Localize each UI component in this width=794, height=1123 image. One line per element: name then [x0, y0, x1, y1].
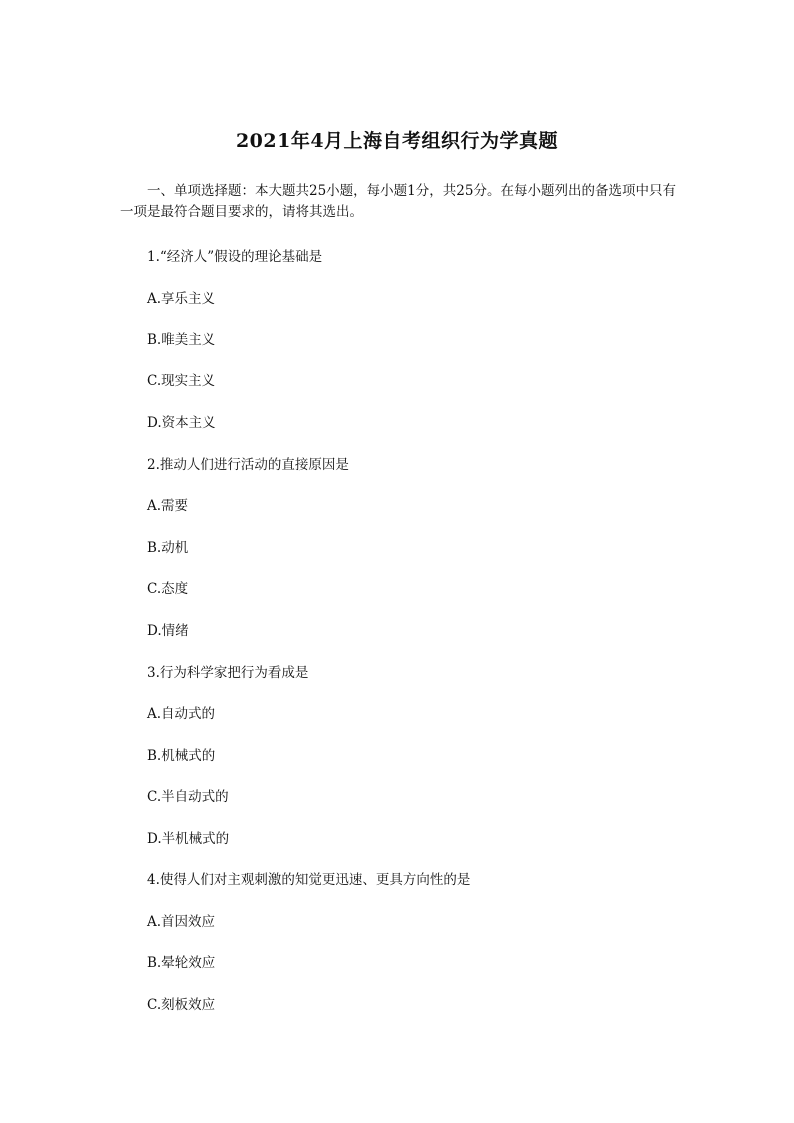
- document-title: 2021年4月上海自考组织行为学真题: [235, 130, 559, 152]
- question-option: A.享乐主义: [147, 291, 216, 307]
- question-option: D.资本主义: [147, 415, 216, 431]
- question-option: C.现实主义: [147, 373, 216, 389]
- question-stem: 4.使得人们对主观刺激的知觉更迅速、更具方向性的是: [147, 872, 471, 888]
- question-option: C.半自动式的: [147, 789, 229, 805]
- question-option: B.机械式的: [147, 748, 216, 764]
- question-option: C.态度: [147, 581, 189, 597]
- question-stem: 3.行为科学家把行为看成是: [147, 665, 309, 681]
- question-option: C.刻板效应: [147, 997, 216, 1013]
- question-option: D.情绪: [147, 623, 189, 639]
- question-stem: 1.“经济人”假设的理论基础是: [147, 249, 323, 265]
- question-option: A.需要: [147, 498, 189, 514]
- question-option: B.唯美主义: [147, 332, 216, 348]
- question-option: D.半机械式的: [147, 831, 230, 847]
- section-intro: 一、单项选择题：本大题共25小题，每小题1分，共25分。在每小题列出的备选项中只有一项是最符合题目要求的，请将其选出。: [120, 183, 676, 220]
- question-option: A.首因效应: [147, 914, 216, 930]
- question-stem: 2.推动人们进行活动的直接原因是: [147, 457, 349, 473]
- question-option: A.自动式的: [147, 706, 216, 722]
- question-option: B.动机: [147, 540, 189, 556]
- question-option: B.晕轮效应: [147, 955, 216, 971]
